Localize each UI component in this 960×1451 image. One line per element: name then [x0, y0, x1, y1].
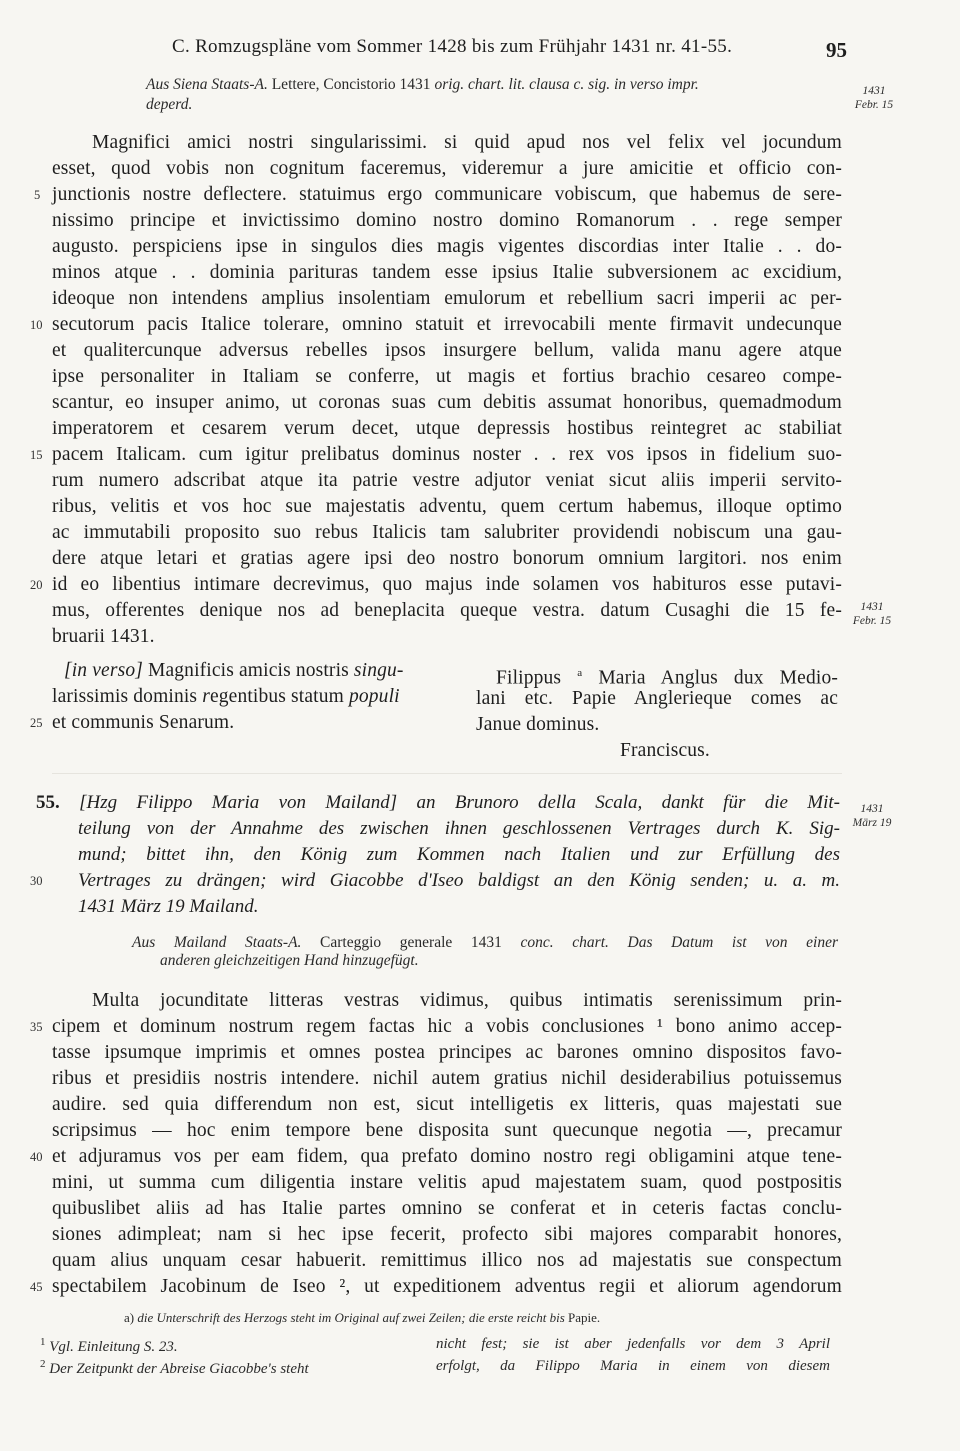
text-line: secutorum pacis Italice tolerare, omnino statuit et irrevocabili mente firmavit undecunque [52, 314, 842, 335]
source-note-55-cont: anderen gleichzeitigen Hand hinzugefügt. [160, 952, 419, 969]
text-line: siones adimpleat; nam si hec ipse fecerit, profecto sibi majores comparabit honores, [52, 1224, 842, 1245]
text-line: pacem Italicam. cum igitur prelibatus dominus noster . . rex vos ipsos in fidelium suo- [52, 444, 842, 465]
source-note-54-cont: deperd. [146, 96, 193, 113]
text-line: et qualitercunque adversus rebelles ipsos insurgere bellum, valida manu agere atque [52, 340, 842, 361]
margin-day: Febr. 15 [852, 615, 892, 627]
text-line: imperatorem et cesarem verum decet, utque depressis hostibus reintegret ac stabiliat [52, 418, 842, 439]
address-line-3: et communis Senarum. [52, 712, 235, 733]
text-line: ideoque non intendens amplius insolentiam emulorum et rebellium sacri imperii ac per- [52, 288, 842, 309]
text-line: spectabilem Jacobinum de Iseo ², ut expeditionem adventus regii et aliorum agendorum [52, 1276, 842, 1297]
text-line: tasse ipsumque imprimis et omnes postea principes ac barones omnino dispositos favo- [52, 1042, 842, 1063]
text-line: junctionis nostre deflectere. statuimus ergo communicare vobiscum, que habemus de sere- [52, 184, 842, 205]
text-line: bruarii 1431. [52, 626, 155, 647]
margin-day: Febr. 15 [854, 99, 894, 111]
text-line: cipem et dominum nostrum regem factas hic a vobis conclusiones ¹ bono animo accep- [52, 1016, 842, 1037]
text-line: esset, quod vobis non cognitum faceremus, videremur a jure amicitie et officio con- [52, 158, 842, 179]
margin-date-54-mid [846, 600, 898, 628]
line-number: 10 [30, 318, 43, 332]
source-note-55: Aus Mailand Staats-A. Carteggio generale 1431 conc. chart. Das Datum ist von einer [132, 934, 839, 951]
running-title: C. Romzugspläne vom Sommer 1428 bis zum Frühjahr 1431 nr. 41-55. [172, 36, 733, 57]
text-line: et adjuramus vos per eam fidem, qua prefato domino nostro regi obligamini atque tene- [52, 1146, 842, 1167]
source-archive: Aus Siena Staats-A. [146, 76, 268, 93]
divider [52, 773, 842, 774]
line-number: 25 [30, 716, 43, 730]
text-line: ribus et presidiis nostris intendere. nichil autem gratius nichil desiderabilius potuissemus [52, 1068, 842, 1089]
line-number: 35 [30, 1020, 43, 1034]
signature-line-1: Filippus $^a$ Maria Anglus dux Medio- [496, 667, 838, 689]
margin-date-54-top [848, 84, 900, 112]
address-prefix: [in verso] [64, 660, 143, 681]
text-line: mini, ut summa cum diligentia instare velitis apud majestatem suam, quod postpositis [52, 1172, 842, 1193]
signature-line-2: lani etc. Papie Anglerieque comes ac [476, 688, 838, 709]
text-line: id eo libentius intimare decrevimus, quo majus inde solamen vos habituros esse putavi- [52, 574, 842, 595]
regest-line: Vertrages zu drängen; wird Giacobbe d'Iseo baldigst an den König senden; u. a. m. [78, 870, 840, 891]
regest-line: mund; bittet ihn, den König zum Kommen nach Italien und zur Erfüllung des [78, 844, 840, 865]
line-number: 30 [30, 874, 43, 888]
footnote-2: $^2$ Der Zeitpunkt der Abreise Giacobbe's steht [40, 1358, 309, 1377]
text-line: mus, offerentes denique nos ad beneplacita queque vestra. datum Cusaghi die 15 fe- [52, 600, 842, 621]
regest-line: teilung von der Annahme des zwischen ihnen geschlossenen Vertrages durch K. Sig- [78, 818, 840, 839]
document-number: 55. [36, 792, 60, 813]
secretary-signature: Franciscus. [620, 740, 710, 761]
text-line: audire. sed quia differendum non est, sicut intelligetis ex litteris, quas majestati sue [52, 1094, 842, 1115]
text-line: rum numero adscribat atque ita patrie vestre adjutor veniat sicut aliis imperii servito- [52, 470, 842, 491]
signature-line-3: Janue dominus. [476, 714, 600, 735]
line-number: 5 [34, 188, 41, 202]
source-note-54 [146, 76, 699, 94]
line-number: 45 [30, 1280, 43, 1294]
text-line: Multa jocunditate litteras vestras vidimus, quibus intimatis serenissimum prin- [92, 990, 842, 1011]
margin-date-55 [846, 802, 898, 830]
margin-year: 1431 [862, 85, 886, 97]
text-line: dere atque letari et gratias agere ipsi deo nostro bonorum omnium largitori. nos enim [52, 548, 842, 569]
text-line: quibuslibet aliis ad has Italie partes omnino se conferat et in ceteris factas conclu- [52, 1198, 842, 1219]
footnote-2-cont: nicht fest; sie ist aber jedenfalls vor dem 3 April [436, 1336, 830, 1352]
source-fond: Lettere, Concistorio 1431 [271, 76, 431, 93]
page-number: 95 [826, 38, 847, 62]
text-line: ipse personaliter in Italiam se conferre, ut magis et fortius brachio cesareo compe- [52, 366, 842, 387]
margin-day: März 19 [852, 817, 892, 829]
line-number: 40 [30, 1150, 43, 1164]
address-line-2: larissimis dominis regentibus statum populi [52, 686, 400, 707]
line-number: 20 [30, 578, 43, 592]
text-line: nissimo principe et invictissimo domino nostro domino Romanorum . . rege semper [52, 210, 842, 231]
regest-line-1: 55. [Hzg Filippo Maria von Mailand] an Brunoro della Scala, dankt für die Mit- [36, 792, 840, 813]
text-line: ac immutabili proposito suo rebus Italicis tam salubriter providendi nobiscum una gau- [52, 522, 842, 543]
address-line-1: [in verso] Magnificis amicis nostris singu- [64, 660, 404, 681]
text-line: quam alius unquam cesar habuerit. remittimus illico nos ad majestatis sue conspectum [52, 1250, 842, 1271]
text-line: scantur, eo insuper animo, ut coronas suas cum debitis assumat honoribus, quemadmodum [52, 392, 842, 413]
text-line: Magnifici amici nostri singularissimi. si quid apud nos vel felix vel jocundum [92, 132, 842, 153]
footnote-2-cont: erfolgt, da Filippo Maria in einem von diesem [436, 1358, 830, 1374]
regest-date: 1431 März 19 Mailand. [78, 896, 259, 917]
text-line: minos atque . . dominia parituras tandem esse ipsius Italie subversionem ac excidium, [52, 262, 842, 283]
text-line: augusto. perspiciens ipse in singulos dies magis vigentes discordias inter Italie . . do- [52, 236, 842, 257]
source-description: orig. chart. lit. clausa c. sig. in verso impr. [434, 76, 699, 93]
footnote-a: a) die Unterschrift des Herzogs steht im Original auf zwei Zeilen; die erste reicht bis Papie. [124, 1310, 601, 1325]
footnote-1: $^1$ Vgl. Einleitung S. 23. [40, 1336, 178, 1355]
line-number: 15 [30, 448, 43, 462]
margin-year: 1431 [860, 803, 884, 815]
text-line: scripsimus — hoc enim tempore bene disposita sunt quecunque negotia —, precamur [52, 1120, 842, 1141]
margin-year: 1431 [860, 601, 884, 613]
text-line: ribus, velitis et vos hoc sue majestatis adventu, quem certum habemus, illoque optimo [52, 496, 842, 517]
